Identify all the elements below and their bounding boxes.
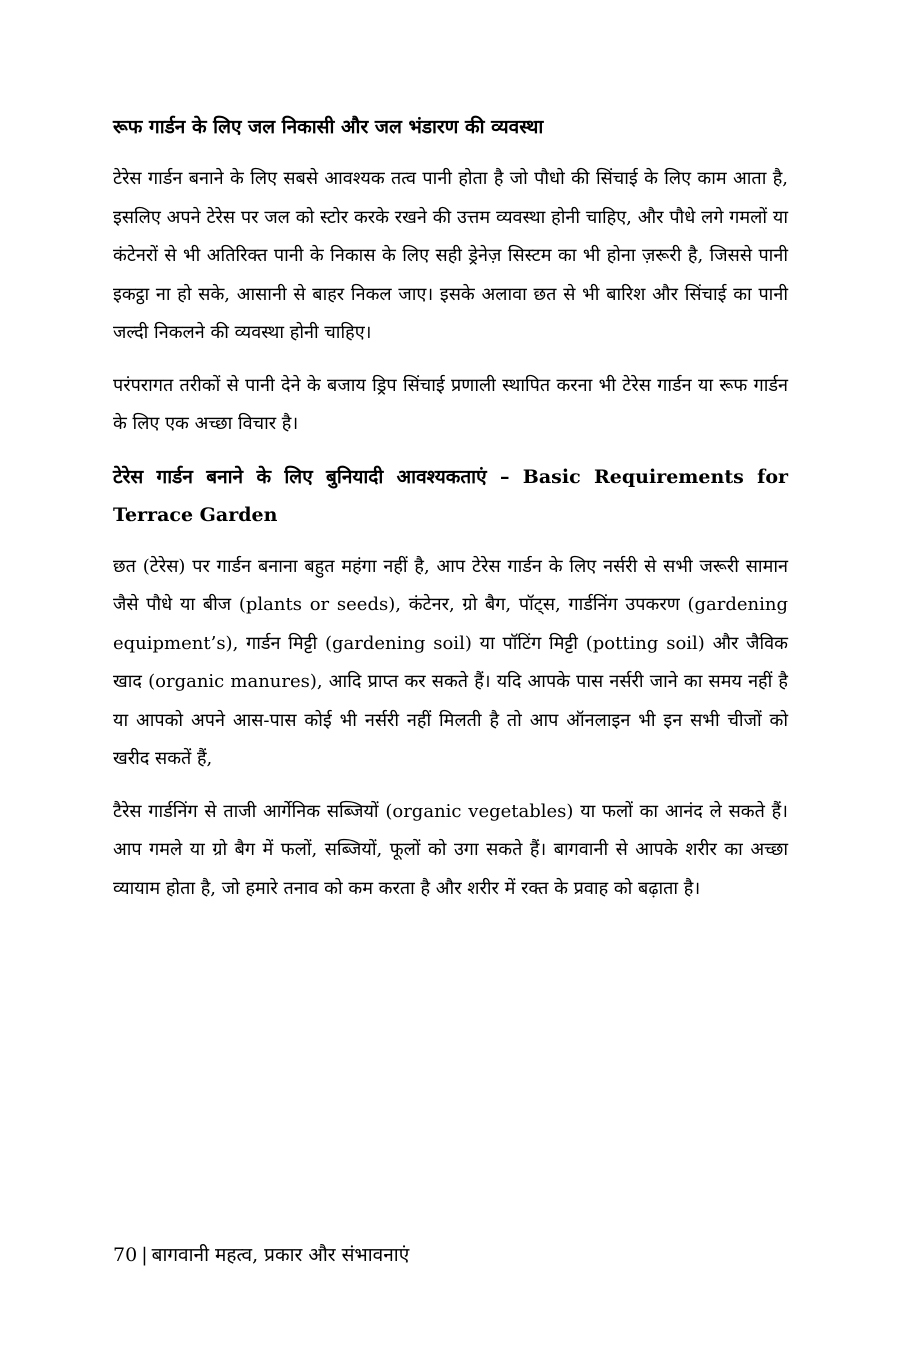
- section-heading-basic-requirements: टेरेस गार्डन बनाने के लिए बुनियादी आवश्यकताएं – Basic Requirements for Terrace Garden: [113, 465, 788, 526]
- footer-separator: |: [141, 1244, 148, 1266]
- section-heading-drainage: रूफ गार्डन के लिए जल निकासी और जल भंडारण की व्यवस्था: [113, 116, 544, 138]
- paragraph-water-storage: टेरेस गार्डन बनाने के लिए सबसे आवश्यक तत्व पानी होता है जो पौधो की सिंचाई के लिए काम आता है, इसलिए अपने टेरेस पर जल को स्टोर करके रखने की उत्तम व्यवस्था होनी चाहिए, और पौधे लगे गमलों या कंटेनरों से भी अतिरिक्त पानी के निकास के लिए सही ड्रेनेज़ सिस्टम का भी होना ज़रूरी है, जिससे पानी इकट्ठा ना हो सके, आसानी से बाहर निकल जाए। इसके अलावा छत से भी बारिश और सिंचाई का पानी जल्दी निकलने की व्यवस्था होनी चाहिए।: [113, 168, 788, 343]
- page-number: 70: [113, 1244, 138, 1266]
- page-footer: [113, 1240, 409, 1270]
- paragraph-drip-irrigation: परंपरागत तरीकों से पानी देने के बजाय ड्रिप सिंचाई प्रणाली स्थापित करना भी टेरेस गार्डन या रूफ गार्डन के लिए एक अच्छा विचार है।: [113, 374, 788, 434]
- paragraph-nursery-supplies: छत (टेरेस) पर गार्डन बनाना बहुत महंगा नहीं है, आप टेरेस गार्डन के लिए नर्सरी से सभी जरूरी सामान जैसे पौधे या बीज (plants or seeds), कंटेनर, ग्रो बैग, पॉट्स, गार्डनिंग उपकरण (gardening equipment’s), गार्डन मिट्टी (gardening soil) या पॉटिंग मिट्टी (potting soil) और जैविक खाद (organic manures), आदि प्राप्त कर सकते हैं। यदि आपके पास नर्सरी जाने का समय नहीं है या आपको अपने आस-पास कोई भी नर्सरी नहीं मिलती है तो आप ऑनलाइन भी इन सभी चीजों को खरीद सकतें हैं,: [113, 555, 788, 769]
- paragraph-benefits: टैरेस गार्डनिंग से ताजी आर्गेनिक सब्जियों (organic vegetables) या फलों का आनंद ले सकते हैं। आप गमले या ग्रो बैग में फलों, सब्जियों, फूलों को उगा सकते हैं। बागवानी से आपके शरीर का अच्छा व्यायाम होता है, जो हमारे तनाव को कम करता है और शरीर में रक्त के प्रवाह को बढ़ाता है।: [113, 800, 788, 899]
- book-title: बागवानी महत्व, प्रकार और संभावनाएं: [151, 1244, 410, 1266]
- page-content: [113, 108, 788, 922]
